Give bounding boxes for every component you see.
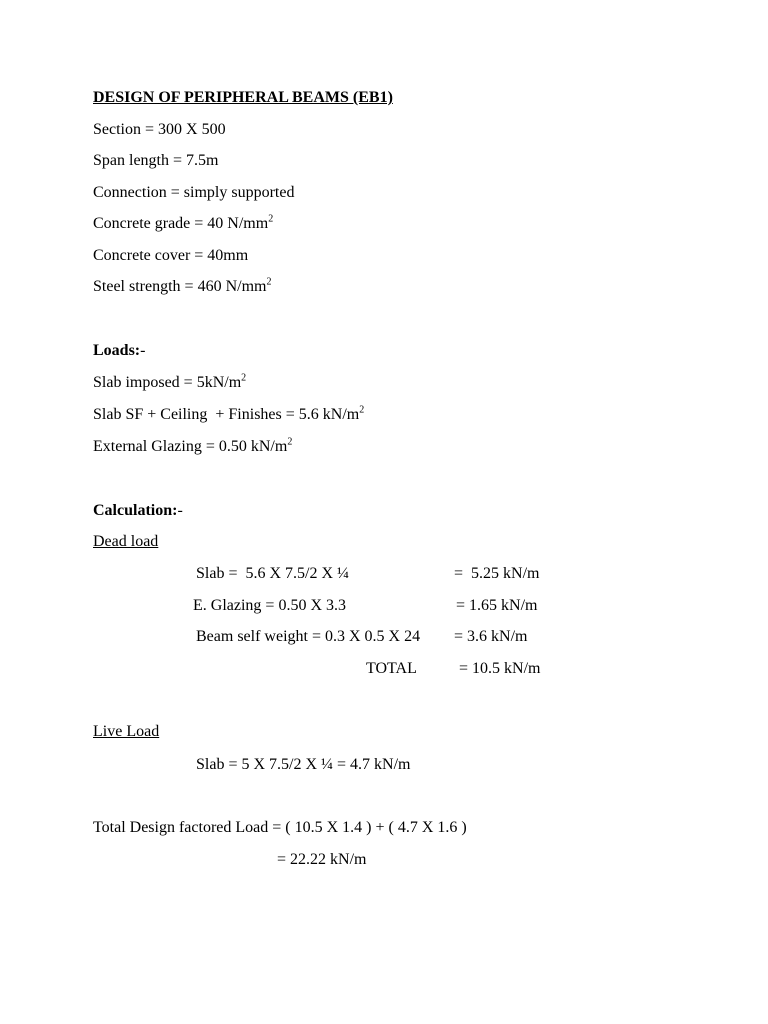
load-text: External Glazing = 0.50 kN/m [93, 438, 288, 455]
dead-load-total-label: TOTAL [366, 660, 417, 677]
dead-load-heading [93, 532, 196, 552]
property-concrete-cover [93, 246, 248, 266]
dead-load-heading-text: Dead load [93, 533, 159, 550]
total-design-load-line1: Total Design factored Load = ( 10.5 X 1.4 ) + ( 4.7 X 1.6 ) [93, 819, 467, 836]
heading-suffix: - [177, 502, 183, 519]
load-text: Slab imposed = 5kN/m [93, 374, 242, 391]
property-text: Span length = 7.5m [93, 152, 219, 169]
property-text: Connection = simply supported [93, 184, 295, 201]
document-title: DESIGN OF PERIPHERAL BEAMS (EB1) [93, 89, 393, 106]
property-span-length [93, 151, 218, 171]
calculation-heading [93, 501, 183, 521]
dead-load-glazing-label: E. Glazing = 0.50 X 3.3 [193, 597, 346, 614]
superscript: 2 [359, 404, 365, 416]
dead-load-beam-value: = 3.6 kN/m [454, 628, 528, 645]
superscript: 2 [266, 276, 272, 288]
heading-suffix: - [140, 342, 146, 359]
total-design-load-line2: = 22.22 kN/m [277, 851, 367, 868]
loads-heading-text: Loads: [93, 342, 141, 359]
superscript: 2 [287, 436, 293, 448]
property-text: Section = 300 X 500 [93, 121, 226, 138]
underline-fill [159, 722, 187, 742]
dead-load-total-value: = 10.5 kN/m [459, 660, 541, 677]
superscript: 2 [241, 372, 247, 384]
property-section [93, 120, 226, 140]
property-text: Concrete cover = 40mm [93, 247, 249, 264]
superscript: 2 [268, 213, 274, 225]
property-concrete-grade [93, 214, 273, 234]
live-load-slab: Slab = 5 X 7.5/2 X ¼ = 4.7 kN/m [196, 756, 411, 773]
load-external-glazing [93, 437, 292, 457]
property-text: Steel strength = 460 N/mm [93, 278, 267, 295]
dead-load-slab-value: = 5.25 kN/m [454, 565, 540, 582]
property-text: Concrete grade = 40 N/mm [93, 215, 269, 232]
property-connection [93, 183, 294, 203]
underline-fill [158, 532, 196, 552]
dead-load-beam-label: Beam self weight = 0.3 X 0.5 X 24 [196, 628, 421, 645]
load-slab-sf [93, 405, 364, 425]
live-load-heading [93, 722, 187, 742]
calculation-heading-text: Calculation: [93, 502, 178, 519]
property-steel-strength [93, 277, 271, 297]
live-load-heading-text: Live Load [93, 723, 160, 740]
dead-load-glazing-value: = 1.65 kN/m [456, 597, 538, 614]
dead-load-slab-label: Slab = 5.6 X 7.5/2 X ¼ [196, 565, 350, 582]
loads-heading [93, 341, 145, 361]
load-text: Slab SF + Ceiling + Finishes = 5.6 kN/m [93, 406, 360, 423]
load-slab-imposed [93, 373, 246, 393]
